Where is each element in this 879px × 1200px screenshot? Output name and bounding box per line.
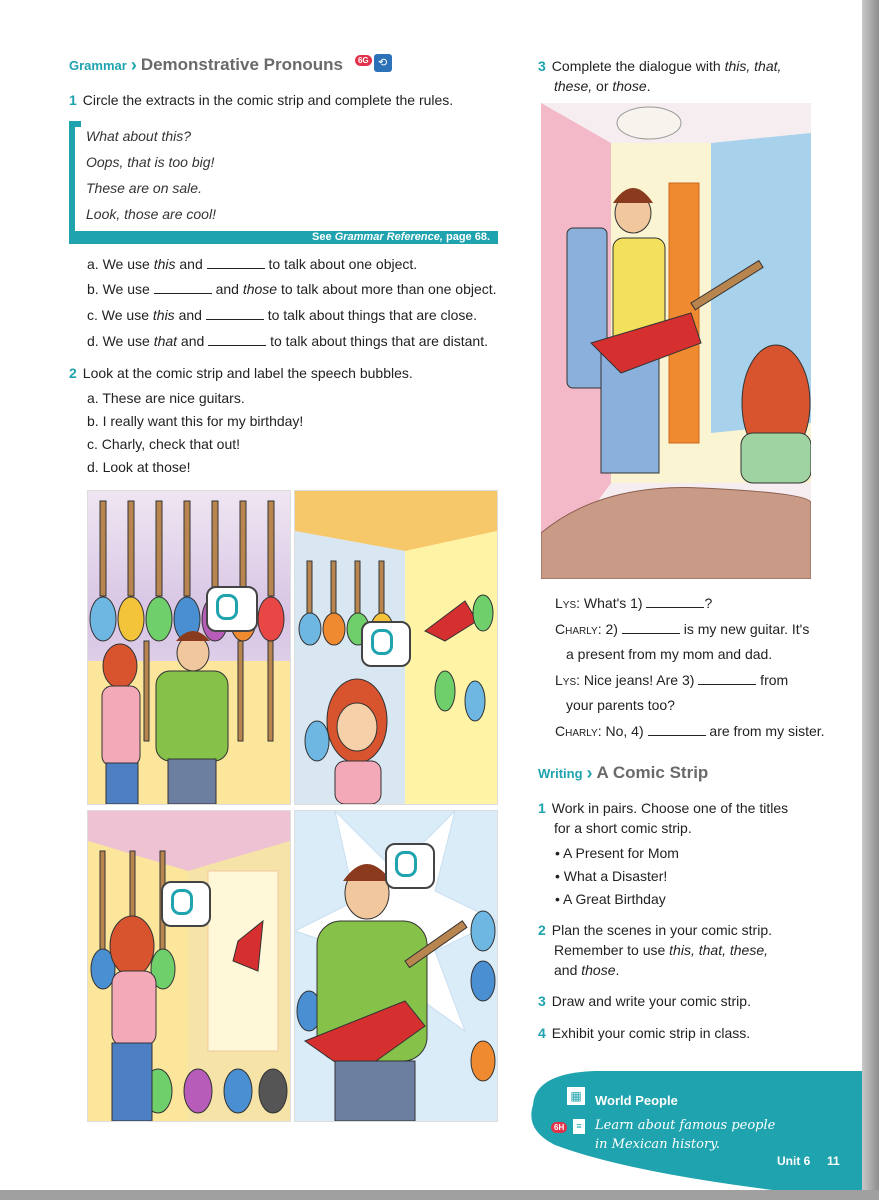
guitar-store-illustration	[88, 811, 290, 1121]
grammar-header	[69, 55, 392, 75]
task3-em: those	[612, 78, 647, 94]
comic-panel-4	[294, 810, 498, 1122]
extracts-box	[69, 121, 498, 243]
rule-text: and	[177, 333, 209, 349]
rule-text: We use	[102, 281, 154, 297]
dialogue-text: Nice jeans! Are 3)	[583, 672, 699, 688]
comic-panel-1	[87, 490, 291, 805]
boy-with-guitar-illustration	[541, 103, 811, 579]
dialogue-text: What's 1)	[583, 595, 647, 611]
task1-text: Circle the extracts in the comic strip and complete the rules.	[82, 92, 454, 108]
rule-text: to talk about things that are close.	[263, 307, 478, 323]
bubble-label-slot[interactable]	[371, 629, 393, 655]
item-letter: c.	[87, 436, 98, 452]
step-em: this, that, these,	[669, 942, 769, 958]
grammar-reference-bar	[69, 231, 498, 244]
step-text: Plan the scenes in your comic strip.	[551, 922, 773, 938]
step-number: 1	[538, 800, 546, 816]
rule-text: to talk about one object.	[264, 256, 418, 272]
answer-blank[interactable]	[648, 723, 706, 736]
task2-instruction	[69, 363, 413, 383]
writing-label: Writing	[538, 765, 583, 781]
rule-b	[87, 279, 497, 299]
rule-text: to talk about things that are distant.	[266, 333, 488, 349]
comic-panel-2	[294, 490, 498, 805]
rule-em: that	[153, 333, 178, 349]
chevron-right-icon: ›	[586, 763, 593, 783]
task2-item-a	[87, 388, 245, 408]
dialogue-line-1	[555, 593, 712, 613]
speech-bubble	[361, 621, 411, 667]
dialogue-text: No, 4)	[605, 723, 648, 739]
dialogue-text: 2)	[605, 621, 622, 637]
bubble-label-slot[interactable]	[216, 594, 238, 620]
bracket-decoration	[69, 121, 75, 233]
rule-em: this	[153, 256, 176, 272]
item-text: Look at those!	[102, 459, 191, 475]
bubble-label-slot[interactable]	[395, 851, 417, 877]
dialogue-illustration	[541, 103, 811, 579]
task3-text: or	[592, 78, 613, 94]
task2-number: 2	[69, 365, 77, 381]
dialogue-line-6	[555, 721, 825, 741]
rule-text: We use	[102, 256, 154, 272]
rule-text: We use	[102, 333, 154, 349]
answer-blank[interactable]	[206, 307, 264, 320]
item-letter: d.	[87, 459, 99, 475]
speaker-name: Lys:	[555, 672, 581, 688]
writing-step-3	[538, 991, 751, 1011]
step-text: .	[615, 962, 620, 978]
dialogue-line-3	[566, 644, 772, 664]
dialogue-line-2	[555, 619, 809, 639]
bubble-label-slot[interactable]	[171, 889, 193, 915]
task3-em: these,	[554, 78, 593, 94]
step-number: 2	[538, 922, 546, 938]
writing-header	[538, 763, 708, 783]
answer-blank[interactable]	[646, 595, 704, 608]
task3-text: .	[646, 78, 651, 94]
page-number: 11	[827, 1154, 840, 1168]
extract-4: Look, those are cool!	[86, 206, 216, 222]
ref-prefix: See	[312, 231, 335, 243]
ref-italic: Grammar Reference,	[334, 231, 443, 243]
speaker-name: Lys:	[555, 595, 581, 611]
speech-bubble	[206, 586, 258, 632]
item-letter: b.	[87, 413, 99, 429]
item-letter: a.	[87, 390, 99, 406]
answer-blank[interactable]	[622, 621, 680, 634]
comic-panel-3	[87, 810, 291, 1122]
world-line-2: in Mexican history.	[595, 1137, 720, 1152]
task2-item-b	[87, 411, 303, 431]
title-option-text: What a Disaster!	[563, 868, 668, 884]
grammar-title: Demonstrative Pronouns	[140, 55, 343, 74]
document-icon: ≡	[573, 1119, 585, 1134]
step-text: Work in pairs. Choose one of the titles	[551, 800, 789, 816]
speaker-name: Charly:	[555, 723, 602, 739]
rule-text: to talk about more than one object.	[277, 281, 497, 297]
speech-bubble	[385, 843, 435, 889]
title-option-1: • A Present for Mom	[555, 845, 679, 861]
bracket-top	[69, 121, 81, 127]
guitar-store-illustration	[88, 491, 290, 804]
world-title: World People	[595, 1093, 678, 1108]
item-text: These are nice guitars.	[102, 390, 245, 406]
dialogue-text: is my new guitar. It's	[679, 621, 810, 637]
title-option-text: A Present for Mom	[563, 845, 679, 861]
step-text: Remember to use	[554, 942, 670, 958]
unit-label: Unit 6	[777, 1154, 811, 1168]
rule-letter: a.	[87, 256, 99, 272]
rule-em: this	[152, 307, 175, 323]
task3-em: this, that,	[724, 58, 782, 74]
rule-text: and	[174, 307, 206, 323]
world-people-box	[515, 1065, 862, 1190]
step-text: Draw and write your comic strip.	[551, 993, 751, 1009]
rule-c	[87, 305, 477, 325]
chevron-right-icon: ›	[130, 55, 137, 75]
task2-item-d	[87, 457, 191, 477]
task3-instruction	[538, 56, 818, 96]
refresh-icon: ⟲	[374, 54, 392, 72]
ref-suffix: page 68.	[442, 231, 490, 243]
rule-text: and	[211, 281, 243, 297]
title-option-3: • A Great Birthday	[555, 891, 666, 907]
grammar-label: Grammar	[69, 57, 127, 73]
rule-a	[87, 254, 417, 274]
extract-3: These are on sale.	[86, 180, 202, 196]
dialogue-text: ?	[704, 595, 713, 611]
page-edge-shadow	[862, 0, 879, 1200]
dialogue-text: are from my sister.	[705, 723, 825, 739]
extract-2: Oops, that is too big!	[86, 154, 215, 170]
item-text: Charly, check that out!	[101, 436, 241, 452]
rule-text: We use	[101, 307, 153, 323]
title-option-text: A Great Birthday	[563, 891, 666, 907]
speech-bubble	[161, 881, 211, 927]
answer-blank[interactable]	[208, 333, 266, 346]
step-number: 4	[538, 1025, 546, 1041]
step-text: for a short comic strip.	[554, 820, 692, 836]
dialogue-text: a present from my mom and dad.	[566, 646, 773, 662]
step-em: those	[581, 962, 616, 978]
dialogue-line-5	[566, 695, 675, 715]
rule-d	[87, 331, 488, 351]
building-icon: ▦	[567, 1087, 585, 1105]
extract-1: What about this?	[86, 128, 192, 144]
answer-blank[interactable]	[207, 256, 265, 269]
writing-step-1	[538, 798, 788, 838]
rule-letter: b.	[87, 281, 99, 297]
writing-step-2	[538, 920, 772, 980]
task3-number: 3	[538, 58, 546, 74]
answer-blank[interactable]	[154, 281, 212, 294]
rule-letter: d.	[87, 333, 99, 349]
speaker-name: Charly:	[555, 621, 602, 637]
task1-instruction	[69, 90, 453, 110]
step-number: 3	[538, 993, 546, 1009]
title-option-2: • What a Disaster!	[555, 868, 668, 884]
grammar-badge: 6G	[355, 55, 372, 66]
task3-text: Complete the dialogue with	[551, 58, 725, 74]
task2-text: Look at the comic strip and label the speech bubbles.	[82, 365, 413, 381]
writing-title: A Comic Strip	[596, 763, 709, 782]
rule-em: those	[242, 281, 278, 297]
page-bottom-shadow	[0, 1190, 879, 1200]
dialogue-text: your parents too?	[566, 697, 675, 713]
world-badge: 6H	[551, 1122, 567, 1133]
writing-step-4	[538, 1023, 750, 1043]
item-text: I really want this for my birthday!	[102, 413, 304, 429]
world-line-1: Learn about famous people	[595, 1118, 776, 1133]
step-text: and	[554, 962, 582, 978]
rule-letter: c.	[87, 307, 98, 323]
answer-blank[interactable]	[698, 672, 756, 685]
step-text: Exhibit your comic strip in class.	[551, 1025, 751, 1041]
rule-text: and	[175, 256, 207, 272]
task1-number: 1	[69, 92, 77, 108]
dialogue-line-4	[555, 670, 788, 690]
task2-item-c	[87, 434, 240, 454]
dialogue-text: from	[756, 672, 789, 688]
